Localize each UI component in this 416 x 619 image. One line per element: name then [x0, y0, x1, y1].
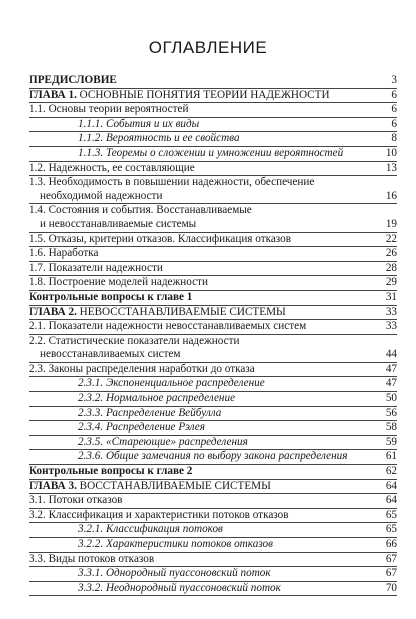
toc-entry-title: [29, 465, 380, 479]
toc-entry-title: [29, 509, 380, 523]
toc-entry-title: [29, 262, 380, 276]
toc-entry[interactable]: [29, 523, 397, 538]
toc-entry-heading: ГЛАВА 3.: [29, 479, 77, 492]
toc-page-number: 59: [385, 435, 397, 448]
toc-entry-title: [29, 363, 380, 377]
toc-entry-title: [29, 103, 380, 117]
toc-entry-text: 3.2. Классификация и характеристики потоков отказов: [29, 508, 289, 521]
toc-entry-title: [78, 392, 380, 406]
toc-page-number: 62: [385, 465, 397, 478]
toc-page-number: 66: [385, 538, 397, 550]
toc-entry[interactable]: [29, 465, 397, 480]
toc-entry-title: [78, 582, 380, 596]
toc-entry-continuation: невосстанавливаемых систем: [40, 348, 181, 361]
toc-entry[interactable]: [29, 363, 397, 378]
toc-entry[interactable]: [29, 233, 397, 248]
toc-entry-text: 2.1. Показатели надежности невосстанавливаемых систем: [29, 320, 307, 333]
toc-page-number: 47: [385, 362, 397, 375]
toc-page-number: 65: [385, 508, 397, 521]
toc-entry-heading: ГЛАВА 2.: [29, 305, 77, 318]
toc-entry[interactable]: [29, 320, 397, 335]
toc-page-number: 10: [385, 146, 397, 159]
toc-entry-text: 1.5. Отказы, критерии отказов. Классификация отказов: [29, 232, 292, 245]
toc-entry-title: [78, 147, 380, 161]
toc-page-number: 56: [385, 406, 397, 419]
toc-entry[interactable]: [29, 118, 397, 133]
toc-page-number: 26: [385, 247, 397, 260]
toc-entry-text: 2.3.6. Общие замечания по выбору закона распределения: [78, 450, 348, 463]
toc-entry-title: [78, 436, 380, 450]
toc-page-number: 47: [385, 377, 397, 390]
toc-entry-text: 2.3.1. Экспоненциальное распределение: [78, 377, 265, 390]
toc-entry[interactable]: [29, 247, 397, 262]
toc-page-number: 44: [385, 348, 397, 361]
toc-entry-title: [78, 450, 380, 464]
toc-entry-title: [78, 567, 380, 581]
toc-entry[interactable]: [29, 421, 397, 436]
toc-entry-title: [78, 132, 380, 146]
toc-page-number: 61: [385, 450, 397, 463]
toc-entry-text: НЕВОССТАНАВЛИВАЕМЫЕ СИСТЕМЫ: [76, 305, 286, 318]
toc-page-number: 13: [385, 161, 397, 174]
toc-page-number: 67: [385, 552, 397, 565]
toc-entry-title: [29, 89, 380, 103]
toc-entry-text: 1.1.3. Теоремы о сложении и умножении вероятностей: [78, 146, 344, 159]
toc-entry-title: [29, 553, 380, 567]
toc-entry[interactable]: [29, 74, 397, 89]
toc-entry-text: 2.2. Статистические показатели надежности: [29, 334, 240, 347]
toc-entry-title: [78, 377, 380, 391]
toc-page-number: 3: [391, 74, 397, 86]
toc-entry-text: ОСНОВНЫЕ ПОНЯТИЯ ТЕОРИИ НАДЕЖНОСТИ: [76, 88, 330, 101]
toc-entry[interactable]: [29, 204, 397, 232]
toc-entry-text: 2.3. Законы распределения наработки до отказа: [29, 362, 255, 375]
toc-page-number: 19: [385, 217, 397, 230]
page-title: ОГЛАВЛЕНИЕ: [148, 38, 268, 57]
toc-entry-title: [29, 306, 380, 320]
toc-page-number: 6: [391, 117, 397, 130]
toc-page-number: 64: [385, 479, 397, 492]
toc-entry-title: [29, 276, 380, 290]
toc-entry[interactable]: [29, 538, 397, 553]
toc-entry-heading: Контрольные вопросы к главе 1: [29, 290, 193, 303]
toc-page-number: 64: [385, 494, 397, 507]
toc-entry[interactable]: [29, 407, 397, 422]
toc-entry-continuation: и невосстанавливаемые системы: [40, 217, 197, 230]
toc-page-number: 28: [385, 261, 397, 274]
toc-page-number: 29: [385, 276, 397, 289]
toc-entry-title: [29, 291, 380, 305]
toc-page-number: 58: [385, 421, 397, 434]
toc-entry-text: 1.2. Надежность, ее составляющие: [29, 161, 195, 174]
toc-entry-text: 3.3.2. Неоднородный пуассоновский поток: [78, 581, 281, 594]
toc-page-number: 50: [385, 392, 397, 405]
toc-page-number: 6: [391, 103, 397, 116]
toc-entry-text: 1.1. Основы теории вероятностей: [29, 103, 189, 116]
toc-page-number: 16: [385, 189, 397, 202]
toc-entry[interactable]: [29, 147, 397, 162]
toc-page-number: 22: [385, 232, 397, 245]
toc-entry-text: 3.1. Потоки отказов: [29, 494, 123, 507]
toc-entry[interactable]: [29, 103, 397, 118]
toc-entry-title: [29, 74, 380, 88]
toc-entry[interactable]: [29, 335, 397, 363]
toc-entry-title: [78, 538, 380, 552]
toc-entry[interactable]: [29, 494, 397, 509]
toc-entry[interactable]: [29, 436, 397, 451]
toc-page-number: 67: [385, 567, 397, 580]
toc-entry-text: 1.3. Необходимость в повышении надежности, обеспечение: [29, 176, 315, 189]
toc-entry-text: 1.7. Показатели надежности: [29, 261, 163, 274]
toc-entry[interactable]: [29, 480, 397, 495]
toc-entry-text: 1.1.2. Вероятность и ее свойства: [78, 132, 240, 145]
toc-entry[interactable]: [29, 553, 397, 568]
toc-entry[interactable]: [29, 262, 397, 277]
toc-entry-text: 2.3.2. Нормальное распределение: [78, 392, 236, 405]
toc-entry-title: [78, 523, 380, 537]
toc-entry[interactable]: [29, 162, 397, 177]
table-of-contents: [29, 74, 397, 596]
toc-entry-title: [29, 480, 380, 494]
toc-entry-title: [29, 335, 380, 362]
toc-entry[interactable]: [29, 392, 397, 407]
toc-page-number: 70: [385, 581, 397, 594]
toc-entry-text: 1.4. Состояния и события. Восстанавливаемые: [29, 204, 252, 217]
toc-entry-title: [29, 320, 380, 334]
toc-entry-text: 3.3.1. Однородный пуассоновский поток: [78, 567, 271, 580]
toc-entry-text: 3.2.2. Характеристики потоков отказов: [78, 538, 273, 550]
toc-entry-title: [29, 176, 380, 203]
toc-entry-text: 2.3.5. «Стареющие» распределения: [78, 435, 248, 448]
toc-page-number: 8: [391, 132, 397, 145]
toc-entry-title: [78, 118, 380, 132]
toc-entry[interactable]: [29, 132, 397, 147]
toc-entry-text: 1.8. Построение моделей надежности: [29, 276, 208, 289]
toc-entry[interactable]: [29, 377, 397, 392]
toc-entry-title: [29, 247, 380, 261]
toc-entry-text: 3.3. Виды потоков отказов: [29, 552, 155, 565]
toc-page-number: 33: [385, 320, 397, 333]
toc-entry[interactable]: [29, 450, 397, 465]
toc-entry-text: 2.3.3. Распределение Вейбулла: [78, 406, 222, 419]
toc-entry[interactable]: [29, 89, 397, 104]
toc-entry[interactable]: [29, 276, 397, 291]
toc-entry[interactable]: [29, 509, 397, 524]
toc-page-number: 33: [385, 305, 397, 318]
toc-entry-title: [29, 233, 380, 247]
toc-entry-title: [78, 407, 380, 421]
toc-entry-heading: Контрольные вопросы к главе 2: [29, 465, 193, 478]
toc-entry-heading: ПРЕДИСЛОВИЕ: [29, 74, 117, 86]
toc-entry-title: [29, 162, 380, 176]
toc-entry-text: 1.1.1. События и их виды: [78, 117, 200, 130]
toc-entry[interactable]: [29, 176, 397, 204]
toc-entry-text: ВОССТАНАВЛИВАЕМЫЕ СИСТЕМЫ: [76, 479, 271, 492]
toc-entry-title: [29, 204, 380, 231]
toc-entry[interactable]: [29, 306, 397, 321]
toc-entry-heading: ГЛАВА 1.: [29, 88, 77, 101]
toc-page-number: 31: [385, 290, 397, 303]
toc-entry-text: 1.6. Наработка: [29, 247, 99, 260]
toc-page-number: 6: [391, 88, 397, 101]
toc-page-number: 65: [385, 523, 397, 536]
toc-entry-text: 3.2.1. Классификация потоков: [78, 523, 223, 536]
toc-entry[interactable]: [29, 291, 397, 306]
toc-entry-title: [29, 494, 380, 508]
toc-entry-continuation: необходимой надежности: [40, 189, 163, 202]
toc-entry[interactable]: [29, 567, 397, 582]
toc-entry[interactable]: [29, 582, 397, 597]
toc-entry-text: 2.3.4. Распределение Рэлея: [78, 421, 205, 434]
toc-entry-title: [78, 421, 380, 435]
